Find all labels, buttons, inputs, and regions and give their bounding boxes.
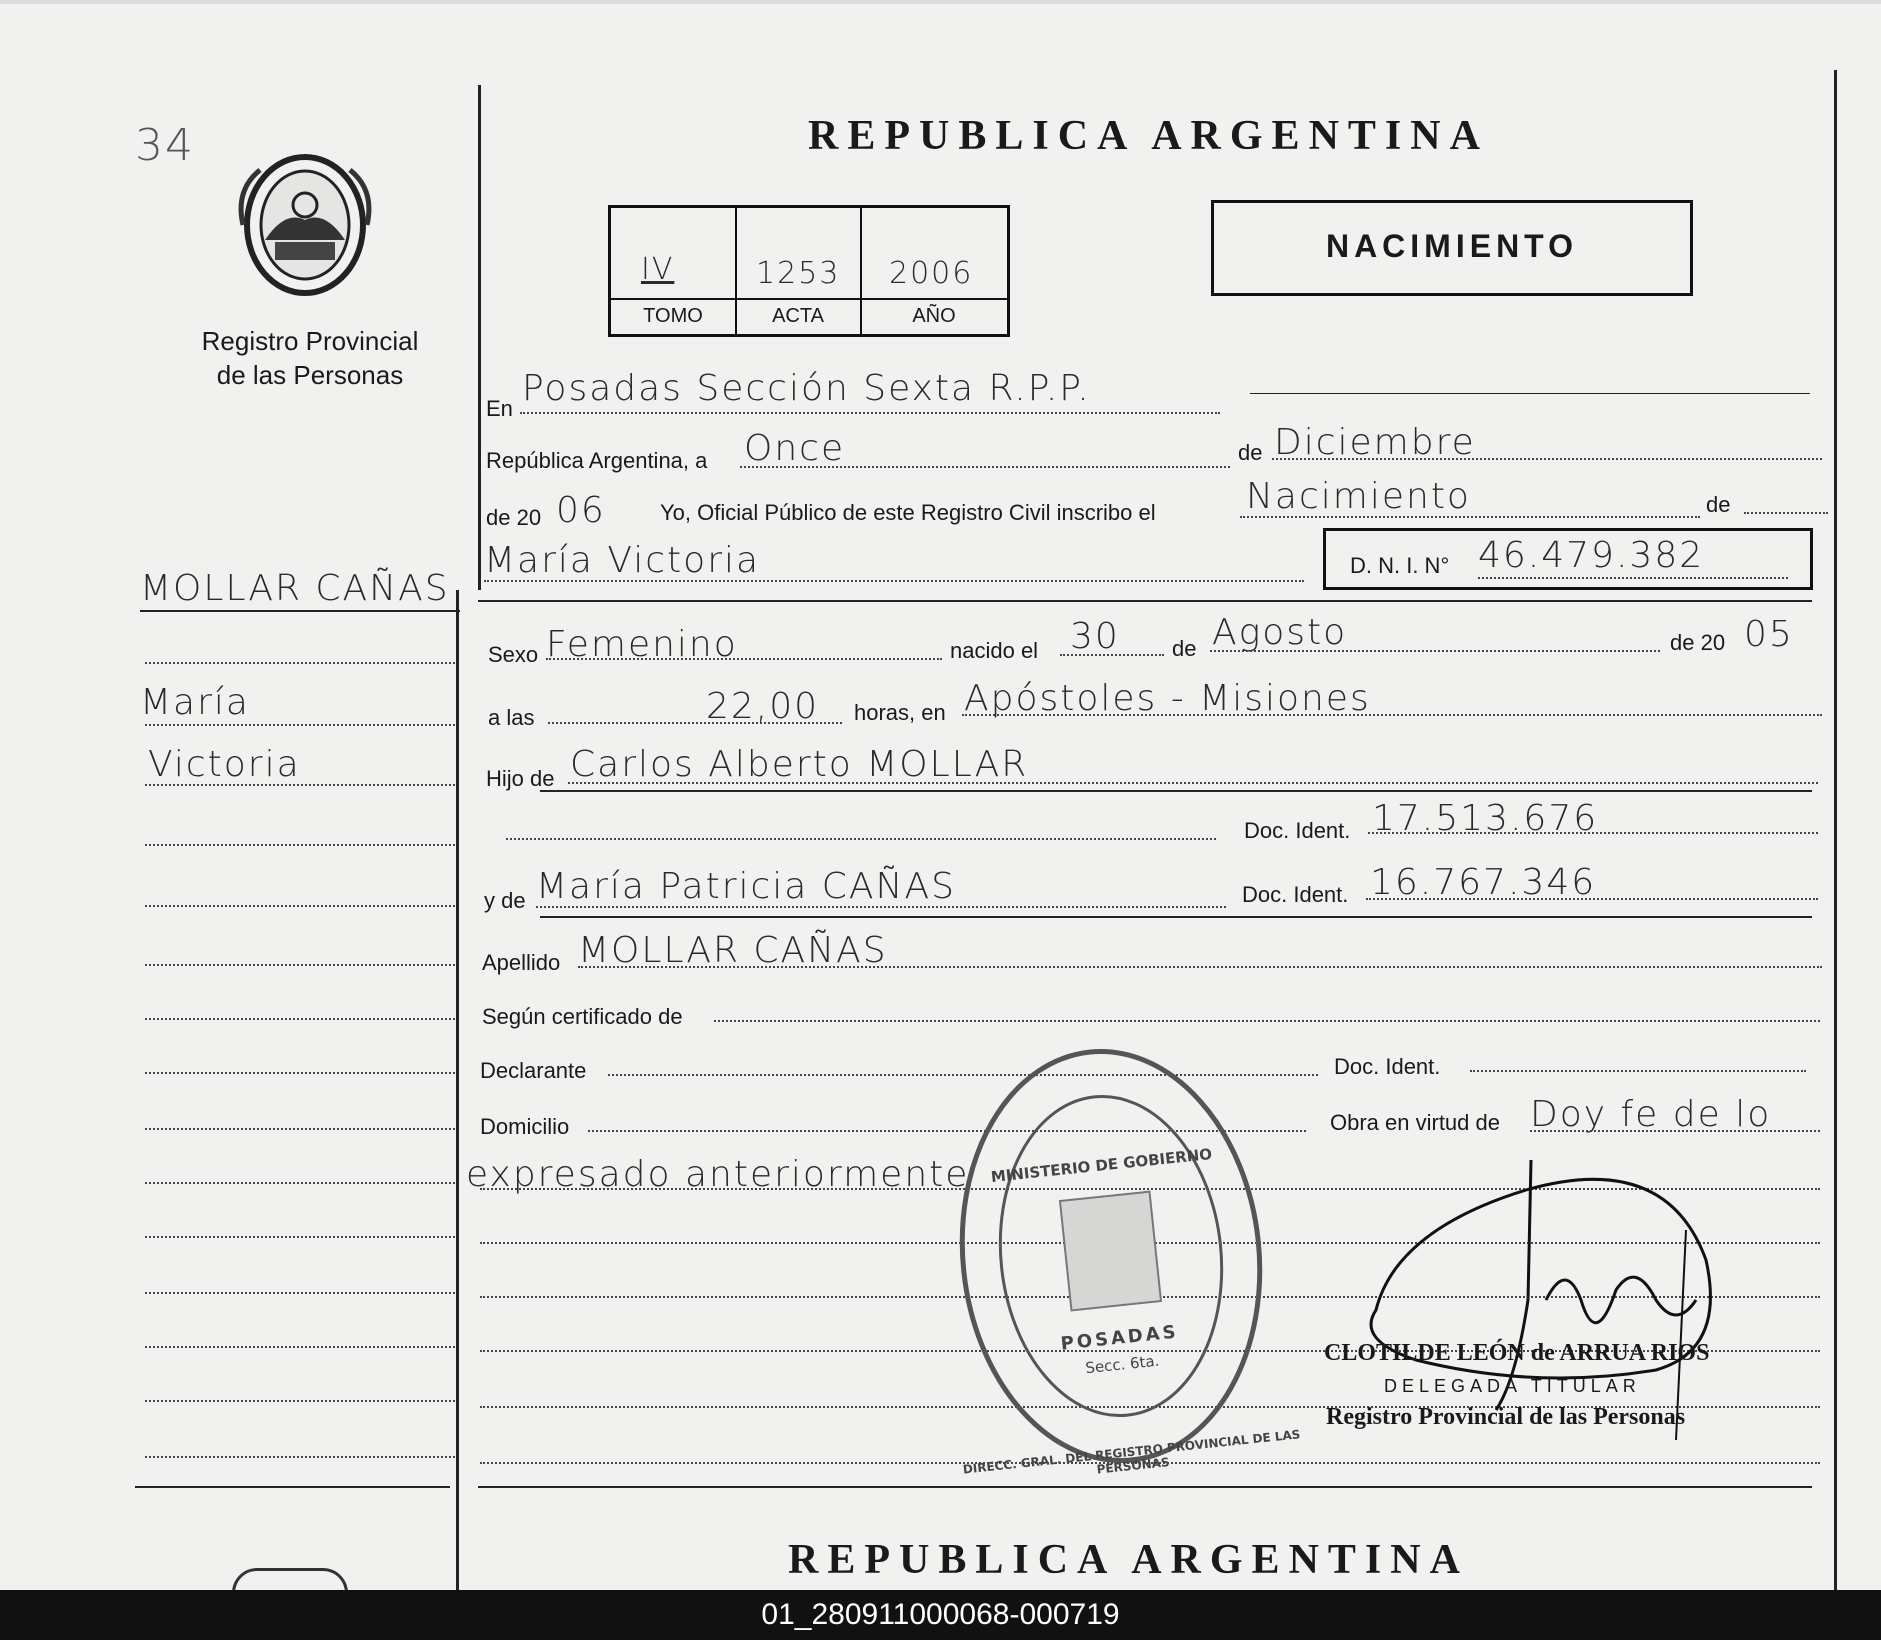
en-label: En xyxy=(486,396,513,421)
obra-label: Obra en virtud de xyxy=(1330,1110,1500,1135)
acta-value: 1253 xyxy=(756,256,841,291)
row-line xyxy=(1744,512,1828,514)
signatory-role: DELEGADA TITULAR xyxy=(1384,1376,1641,1396)
horas-label: horas, en xyxy=(854,700,946,725)
margin-line xyxy=(145,905,455,907)
row-line xyxy=(1368,832,1818,834)
row-line xyxy=(1060,654,1164,656)
inscribo-value: Nacimiento xyxy=(1246,476,1471,517)
alas-label: a las xyxy=(488,705,535,730)
right-page-edge xyxy=(1834,70,1837,1590)
de-label-2: de xyxy=(1706,492,1731,517)
mother-doc-label: Doc. Ident. xyxy=(1242,882,1349,907)
domicilio-label: Domicilio xyxy=(480,1114,570,1139)
margin-line xyxy=(145,1128,455,1130)
row-line xyxy=(1470,1070,1806,1072)
signatory-name: CLOTILDE LEÓN de ARRUA RIOS xyxy=(1324,1340,1710,1366)
margin-line xyxy=(145,1292,455,1294)
sexo-label: Sexo xyxy=(488,642,539,667)
dni-box xyxy=(1323,528,1813,590)
file-id-bar xyxy=(0,1590,1881,1640)
declarante-doc-label: Doc. Ident. xyxy=(1334,1054,1441,1079)
month-value: Diciembre xyxy=(1274,422,1476,463)
year-suffix: 06 xyxy=(556,490,606,531)
bottom-rule xyxy=(478,1486,1812,1488)
row-line xyxy=(568,782,1818,784)
official-stamp xyxy=(935,1031,1301,1481)
row-line-solid xyxy=(540,916,1812,918)
republica-label: República Argentina, a xyxy=(486,448,708,473)
margin-bottom-rule xyxy=(135,1486,450,1488)
tomo-value: IV xyxy=(641,252,675,287)
day-value: Once xyxy=(744,428,846,469)
de-label: de xyxy=(1238,440,1263,465)
obra-continued: expresado anteriormente xyxy=(466,1154,970,1195)
acta-label: ACTA xyxy=(772,305,824,327)
father-doc-label: Doc. Ident. xyxy=(1244,818,1351,843)
father-doc: 17.513.676 xyxy=(1372,798,1599,839)
margin-name-line2: Victoria xyxy=(148,744,301,785)
row-line xyxy=(578,966,1822,968)
mother-doc: 16.767.346 xyxy=(1370,862,1597,903)
place-value: Posadas Sección Sexta R.P.P. xyxy=(522,368,1091,409)
row-line xyxy=(714,1020,1820,1022)
row-line xyxy=(506,838,1216,840)
obra-value: Doy fe de lo xyxy=(1530,1094,1772,1135)
header-title: REPUBLICA ARGENTINA xyxy=(808,113,1489,159)
anio-value: 2006 xyxy=(889,256,974,291)
row-line xyxy=(548,722,842,724)
row-line xyxy=(546,658,942,660)
file-id: 01_280911000068-000719 xyxy=(761,1598,1120,1631)
margin-line xyxy=(145,1018,455,1020)
stamp-city: POSADAS xyxy=(1059,1321,1180,1355)
oficial-text: Yo, Oficial Público de este Registro Civil inscribo el xyxy=(660,500,1156,525)
mother-name: María Patricia CAÑAS xyxy=(536,866,956,907)
record-type-box xyxy=(1211,200,1693,296)
row-line xyxy=(1272,458,1822,460)
birth-day: 30 xyxy=(1070,616,1120,657)
birth-month: Agosto xyxy=(1212,612,1348,653)
left-column-rule xyxy=(478,85,481,590)
footer-title: REPUBLICA ARGENTINA xyxy=(788,1537,1469,1583)
margin-line xyxy=(145,964,455,966)
row-line-solid xyxy=(540,790,1812,792)
de20-label-2: de 20 xyxy=(1670,630,1726,655)
tomo-label: TOMO xyxy=(643,305,703,327)
father-name: Carlos Alberto MOLLAR xyxy=(570,744,1029,785)
margin-line xyxy=(145,1072,455,1074)
birth-place: Apóstoles - Misiones xyxy=(964,678,1371,719)
dni-line xyxy=(1478,577,1788,579)
row-line xyxy=(740,466,1230,468)
apellido-value: MOLLAR CAÑAS xyxy=(578,930,888,971)
stamp-inner-text: MINISTERIO DE GOBIERNO xyxy=(990,1144,1213,1187)
margin-line xyxy=(145,662,455,664)
child-name: María Victoria xyxy=(484,540,761,581)
row-line xyxy=(484,580,1304,582)
dni-value: 46.479.382 xyxy=(1478,535,1705,576)
de-label-3: de xyxy=(1172,636,1197,661)
anio-label: AÑO xyxy=(912,305,956,327)
row-line xyxy=(536,906,1226,908)
row-line xyxy=(1240,516,1700,518)
registry-name-line1: Registro Provincial xyxy=(201,326,419,356)
row-line xyxy=(1366,898,1818,900)
declarante-label: Declarante xyxy=(480,1058,587,1083)
yde-label: y de xyxy=(484,888,526,913)
stamp-outer-text: DIRECC. GRAL. DEL REGISTRO PROVINCIAL DE LAS PERSONAS xyxy=(962,1427,1301,1477)
left-column-rule-lower xyxy=(456,590,459,1590)
section-rule xyxy=(478,600,1812,602)
registry-name-line2: de las Personas xyxy=(216,360,404,390)
margin-line xyxy=(145,844,455,846)
margin-line xyxy=(145,1236,455,1238)
row-line-solid xyxy=(1250,393,1810,394)
margin-line xyxy=(145,724,455,726)
apellido-label: Apellido xyxy=(482,950,561,975)
margin-line xyxy=(145,1400,455,1402)
birth-time: 22,00 xyxy=(706,686,820,727)
row-line xyxy=(520,412,1220,414)
margin-surname-underline xyxy=(140,610,460,612)
signatory-office: Registro Provincial de las Personas xyxy=(1326,1404,1686,1430)
row-line xyxy=(962,714,1822,716)
record-type: NACIMIENTO xyxy=(1325,228,1579,264)
de20-label: de 20 xyxy=(486,505,542,530)
row-line xyxy=(1210,650,1660,652)
margin-line xyxy=(145,1182,455,1184)
margin-surname: MOLLAR CAÑAS xyxy=(140,568,450,609)
sexo-value: Femenino xyxy=(546,624,738,665)
birth-year-suffix: 05 xyxy=(1744,614,1794,655)
margin-line xyxy=(145,1346,455,1348)
dni-label: D. N. I. N° xyxy=(1350,553,1450,578)
record-box xyxy=(608,205,1010,337)
nacido-label: nacido el xyxy=(950,638,1039,663)
hijo-label: Hijo de xyxy=(486,766,555,791)
record-box-divider xyxy=(611,298,1007,300)
stamp-sub: Secc. 6ta. xyxy=(1084,1351,1161,1378)
margin-line xyxy=(145,784,455,786)
margin-line xyxy=(145,1456,455,1458)
row-line xyxy=(1530,1130,1820,1132)
provincial-seal-icon xyxy=(235,150,375,300)
margin-name-line1: María xyxy=(140,682,250,723)
segun-label: Según certificado de xyxy=(482,1004,683,1029)
page-number: 34 xyxy=(135,120,195,171)
